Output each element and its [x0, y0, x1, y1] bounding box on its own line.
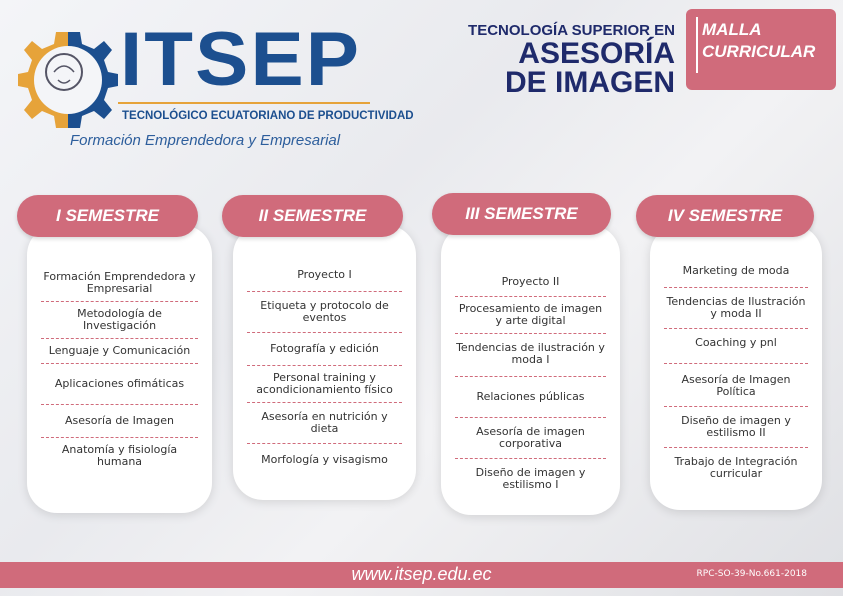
subject: Asesoría en nutrición y dieta	[247, 403, 402, 444]
subject: Aplicaciones ofimáticas	[41, 364, 198, 405]
subject: Morfología y visagismo	[261, 453, 388, 466]
subject: Proyecto II	[455, 273, 606, 297]
semester-card-4	[650, 225, 822, 510]
subject: Fotografía y edición	[247, 333, 402, 366]
subject: Formación Emprendedora y Empresarial	[41, 265, 198, 302]
subject: Personal training y acondicionamiento físico	[247, 366, 402, 403]
program-line1: ASESORÍA	[518, 37, 675, 70]
registration-code: RPC-SO-39-No.661-2018	[696, 569, 807, 579]
program-title	[468, 22, 675, 97]
semester-header-4: IV SEMESTRE	[636, 195, 814, 237]
divider	[118, 102, 370, 104]
subject: Marketing de moda	[664, 263, 808, 288]
subject: Metodología de Investigación	[41, 302, 198, 339]
footer-bar	[0, 562, 843, 588]
malla-line2: CURRICULAR	[702, 42, 816, 61]
subject: Tendencias de Ilustración y moda II	[664, 288, 808, 329]
subject: Proyecto I	[247, 265, 402, 292]
malla-line1: MALLA	[702, 20, 762, 39]
program-prefix: TECNOLOGÍA SUPERIOR EN	[468, 22, 675, 39]
tagline: TECNOLÓGICO ECUATORIANO DE PRODUCTIVIDAD	[122, 110, 414, 122]
slogan: Formación Emprendedora y Empresarial	[70, 132, 341, 149]
semester-card-3	[441, 225, 620, 515]
malla-curricular-badge	[686, 9, 836, 90]
subject: Relaciones públicas	[455, 377, 606, 418]
subject: Tendencias de ilustración y moda I	[455, 334, 606, 377]
subject: Asesoría de Imagen Política	[664, 364, 808, 407]
subject: Coaching y pnl	[664, 329, 808, 364]
brand-name: ITSEP	[120, 17, 362, 102]
semester-header-3: III SEMESTRE	[432, 193, 611, 235]
subject: Asesoría de imagen corporativa	[455, 418, 606, 459]
semester-header-1: I SEMESTRE	[17, 195, 198, 237]
subject: Lenguaje y Comunicación	[41, 339, 198, 364]
subject: Etiqueta y protocolo de eventos	[247, 292, 402, 333]
subject: Procesamiento de imagen y arte digital	[455, 297, 606, 334]
semester-card-1	[27, 225, 212, 513]
subject: Asesoría de Imagen	[41, 405, 198, 438]
itsep-gear-logo-icon	[18, 28, 118, 136]
semester-card-2	[233, 225, 416, 500]
subject: Diseño de imagen y estilismo II	[664, 407, 808, 448]
program-line2: DE IMAGEN	[504, 66, 675, 99]
subject: Trabajo de Integración curricular	[674, 455, 798, 480]
semester-header-2: II SEMESTRE	[222, 195, 403, 237]
website-link[interactable]: www.itsep.edu.ec	[351, 564, 492, 584]
subject: Diseño de imagen y estilismo I	[475, 466, 586, 491]
subject: Anatomía y fisiología humana	[61, 443, 178, 468]
